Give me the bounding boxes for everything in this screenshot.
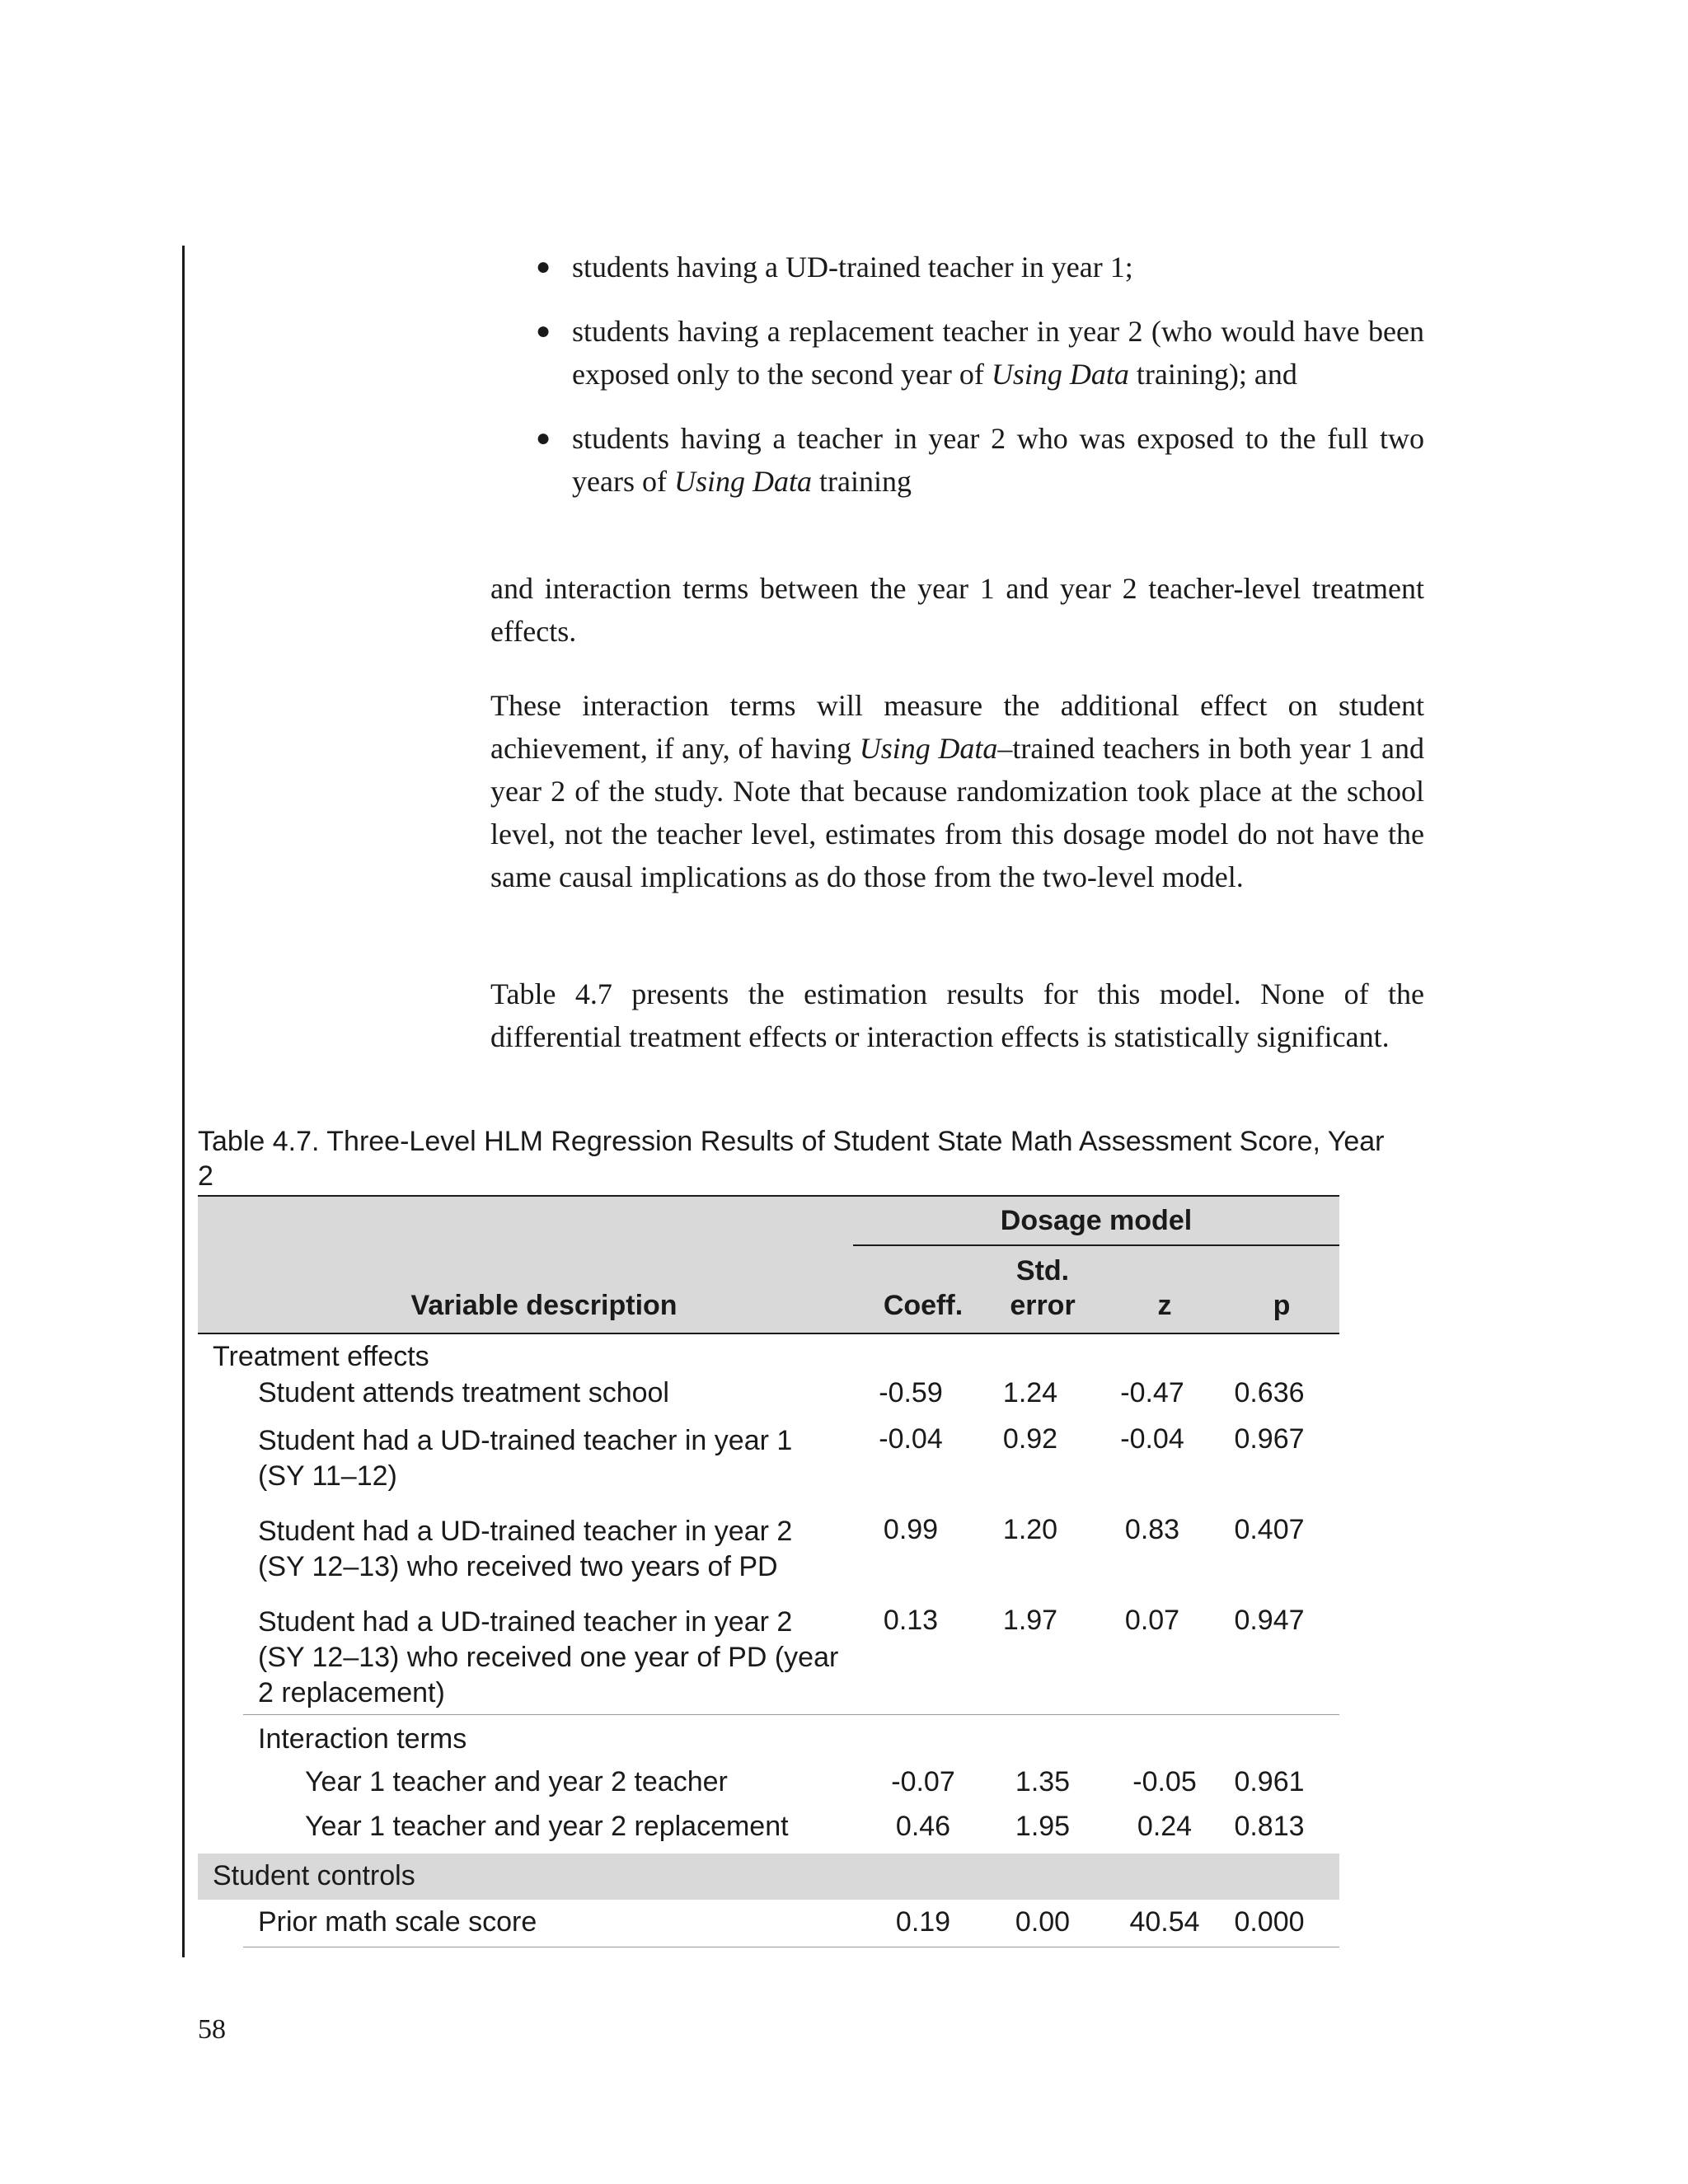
row-label-line: Student had a UD-trained teacher in year 2	[258, 1606, 793, 1638]
page-number: 58	[198, 2014, 226, 2045]
bullet-item	[534, 310, 1424, 396]
italic-title: Using Data	[673, 465, 812, 498]
header-std-error-line-2: error	[1010, 1290, 1076, 1321]
row-label: Prior math scale score	[258, 1906, 537, 1938]
bullet-item	[534, 417, 1424, 503]
table-row	[198, 1900, 1339, 1947]
paragraph-interaction-effect	[490, 684, 1424, 898]
cell-std-error: 0.00	[1015, 1906, 1071, 1938]
bullet-dot-icon: ●	[536, 317, 551, 344]
paragraph-text: –trained teachers in both year 1 and year 2 of the study. Note that because randomization took place at the school level, not the teacher level, estimates from this dosage model do not have the same causal implications as do those from the two-level model.	[490, 732, 1424, 893]
group-header-rule	[853, 1244, 1339, 1246]
cell-std-error: 1.95	[1015, 1811, 1071, 1842]
table-row	[198, 1376, 1339, 1422]
cell-p: 0.947	[1234, 1605, 1305, 1636]
row-label: Year 1 teacher and year 2 replacement	[305, 1811, 789, 1842]
cell-z: -0.04	[1120, 1423, 1184, 1455]
row-label	[258, 1605, 838, 1711]
cell-z: 0.24	[1137, 1811, 1193, 1842]
header-z: z	[1157, 1290, 1172, 1321]
cell-coeff: 0.46	[895, 1811, 951, 1842]
row-label-line: Student had a UD-trained teacher in year 1	[258, 1425, 793, 1456]
bullet-text: training); and	[1128, 358, 1297, 391]
row-label: Student attends treatment school	[258, 1377, 669, 1408]
cell-z: 0.83	[1124, 1514, 1180, 1545]
row-label	[258, 1423, 792, 1494]
row-label-line: 2 replacement)	[258, 1677, 445, 1708]
cell-z: -0.05	[1132, 1766, 1197, 1797]
cell-z: -0.47	[1120, 1377, 1184, 1408]
cell-std-error: 1.24	[1002, 1377, 1058, 1408]
caption-line-1: Table 4.7. Three-Level HLM Regression Results of Student State Math Assessment Score, Year 2	[198, 1126, 1385, 1192]
bullet-text: students having a replacement teacher in year 2 (who would have been exposed only to the second year of	[572, 315, 1424, 391]
cell-p: 0.636	[1234, 1377, 1305, 1408]
row-label-line: (SY 11–12)	[258, 1460, 397, 1492]
italic-title: Using Data	[991, 358, 1129, 391]
bullet-text: training	[811, 465, 912, 498]
cell-coeff: -0.04	[879, 1423, 943, 1455]
paragraph-text: These interaction terms will measure the additional effect on student achievement, if any, of having	[490, 689, 1424, 765]
group-header-dosage-model: Dosage model	[1000, 1205, 1193, 1236]
regression-table	[198, 1195, 1339, 1947]
paragraph-interaction-terms: and interaction terms between the year 1 and year 2 teacher-level treatment effects.	[490, 572, 1424, 648]
section-label-treatment-effects: Treatment effects	[213, 1341, 429, 1372]
cell-std-error: 1.97	[1002, 1605, 1058, 1636]
bullet-list	[534, 246, 1424, 524]
cell-coeff: 0.13	[883, 1605, 939, 1636]
paragraph-results-summary: Table 4.7 presents the estimation results for this model. None of the differential treatment effects or interaction effects is statistically significant.	[490, 977, 1424, 1053]
bullet-dot-icon: ●	[536, 424, 551, 452]
row-label: Year 1 teacher and year 2 teacher	[305, 1766, 728, 1797]
row-label-line: (SY 12–13) who received two years of PD	[258, 1551, 778, 1582]
cell-p: 0.961	[1234, 1766, 1305, 1797]
cell-std-error: 1.20	[1002, 1514, 1058, 1545]
margin-rule	[182, 246, 185, 1957]
row-label	[258, 1514, 792, 1585]
italic-title: Using Data	[859, 732, 998, 765]
table-row	[198, 1761, 1339, 1807]
table-row	[198, 1807, 1339, 1854]
section-label-student-controls: Student controls	[213, 1860, 415, 1891]
cell-coeff: -0.59	[879, 1377, 943, 1408]
cell-z: 0.07	[1124, 1605, 1180, 1636]
table-row	[198, 1512, 1339, 1603]
cell-coeff: -0.07	[891, 1766, 955, 1797]
header-p: p	[1273, 1290, 1291, 1321]
header-coeff: Coeff.	[883, 1290, 964, 1321]
cell-p: 0.407	[1234, 1514, 1305, 1545]
header-variable-description: Variable description	[410, 1290, 678, 1321]
section-row-interaction	[198, 1715, 1339, 1761]
header-std-error-line-1: Std.	[1015, 1255, 1070, 1286]
cell-z: 40.54	[1129, 1906, 1200, 1938]
bullet-text: students having a teacher in year 2 who was exposed to the full two years of	[572, 422, 1424, 498]
table-row	[198, 1603, 1339, 1715]
row-label-line: Student had a UD-trained teacher in year 2	[258, 1516, 793, 1547]
section-label-interaction-terms: Interaction terms	[258, 1723, 467, 1755]
bullet-dot-icon: ●	[536, 253, 551, 280]
cell-coeff: 0.99	[883, 1514, 939, 1545]
section-row-controls	[198, 1854, 1339, 1900]
cell-p: 0.967	[1234, 1423, 1305, 1455]
row-label-line: (SY 12–13) who received one year of PD (year	[258, 1642, 839, 1673]
cell-std-error: 1.35	[1015, 1766, 1071, 1797]
bullet-item	[534, 246, 1424, 288]
cell-coeff: 0.19	[895, 1906, 951, 1938]
bullet-text: students having a UD-trained teacher in year 1;	[572, 251, 1133, 284]
table-header	[198, 1195, 1339, 1334]
cell-p: 0.813	[1234, 1811, 1305, 1842]
section-row-treatment	[198, 1334, 1339, 1376]
cell-p: 0.000	[1234, 1906, 1305, 1938]
table-row	[198, 1422, 1339, 1512]
cell-std-error: 0.92	[1002, 1423, 1058, 1455]
